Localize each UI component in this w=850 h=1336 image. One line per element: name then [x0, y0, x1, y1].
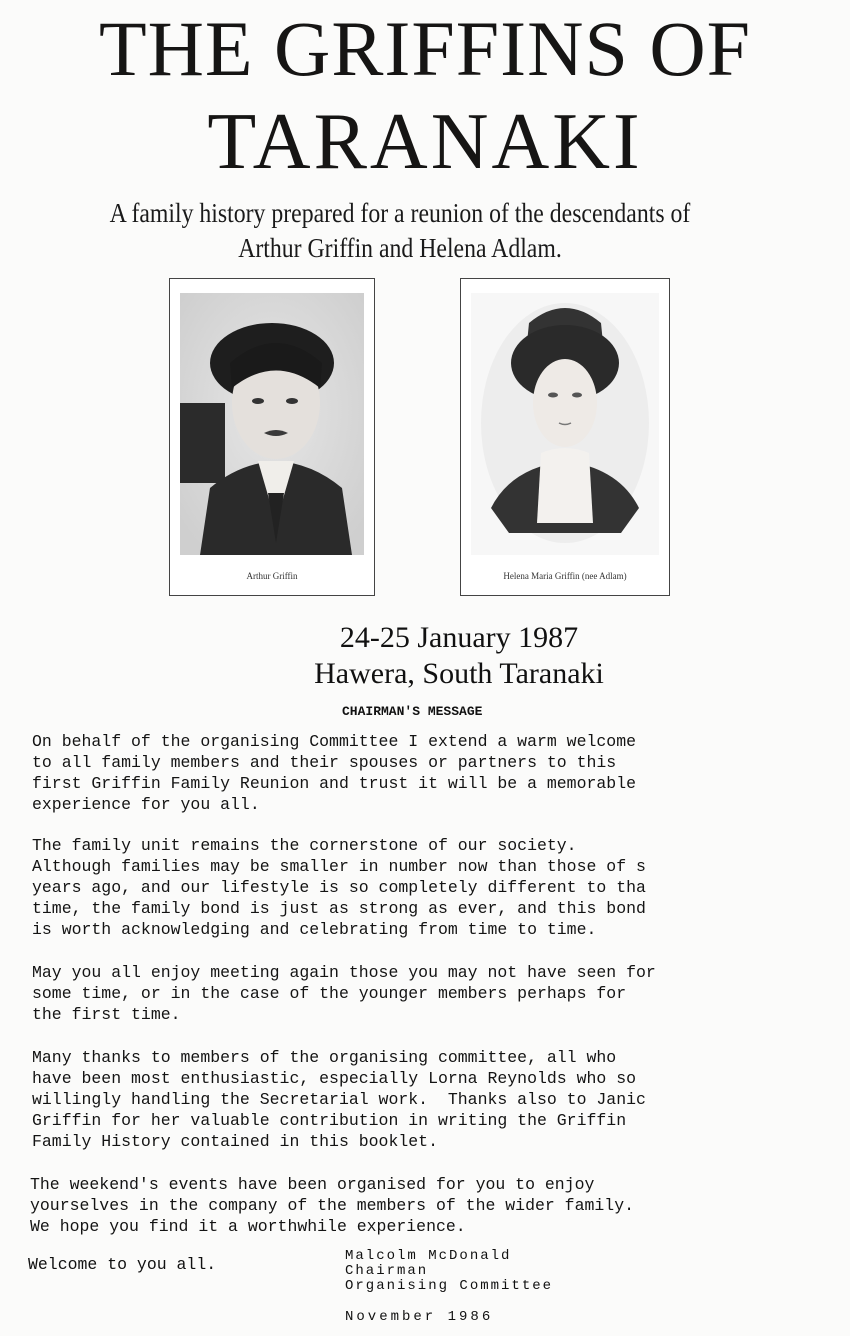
message-paragraph-3: May you all enjoy meeting again those you may not have seen for some time, or in the case of the younger members perhaps for the first time. — [32, 963, 656, 1024]
subtitle-line2: Arthur Griffin and Helena Adlam. — [238, 233, 562, 263]
signature-date: November 1986 — [345, 1309, 494, 1325]
portrait-man-image — [180, 293, 364, 555]
portrait-arthur-griffin — [169, 278, 375, 596]
page-title-line2: TARANAKI — [207, 98, 643, 186]
portrait-caption-left: Arthur Griffin — [246, 571, 298, 581]
message-paragraph-5: The weekend's events have been organised for you to enjoy yourselves in the company of the members of the wider family. We hope you find it a worthwhile experience. — [30, 1175, 634, 1236]
portrait-caption-right: Helena Maria Griffin (nee Adlam) — [503, 571, 627, 581]
portrait-helena-griffin — [460, 278, 670, 596]
subtitle-line1: A family history prepared for a reunion of the descendants of — [109, 198, 691, 228]
signature-block: Malcolm McDonald Chairman Organising Committee — [345, 1248, 554, 1294]
event-date: 24-25 January 1987 — [339, 621, 579, 654]
message-paragraph-1: On behalf of the organising Committee I extend a warm welcome to all family members and their spouses or partners to this first Griffin Family Reunion and trust it will be a memorable experience for you all. — [32, 732, 636, 814]
event-place: Hawera, South Taranaki — [314, 657, 604, 690]
message-paragraph-2: The family unit remains the cornerstone of our society. Although families may be smaller in number now than those of s years ago, and our lifestyle is so completely different to tha time, the family bond is just as strong as ever, and this bond is worth acknowledging and celebrating from time to time. — [32, 836, 646, 939]
message-paragraph-4: Many thanks to members of the organising committee, all who have been most enthusiastic, especially Lorna Reynolds who so willingly handling the Secretarial work. Thanks also to Janic Griffin for her valuable contribution in writing the Griffin Family History contained in this booklet. — [32, 1048, 646, 1151]
closing-line: Welcome to you all. — [28, 1255, 217, 1274]
page-title-line1: THE GRIFFINS OF — [98, 5, 752, 92]
message-heading: CHAIRMAN'S MESSAGE — [342, 704, 483, 719]
portrait-woman-image — [471, 293, 659, 555]
